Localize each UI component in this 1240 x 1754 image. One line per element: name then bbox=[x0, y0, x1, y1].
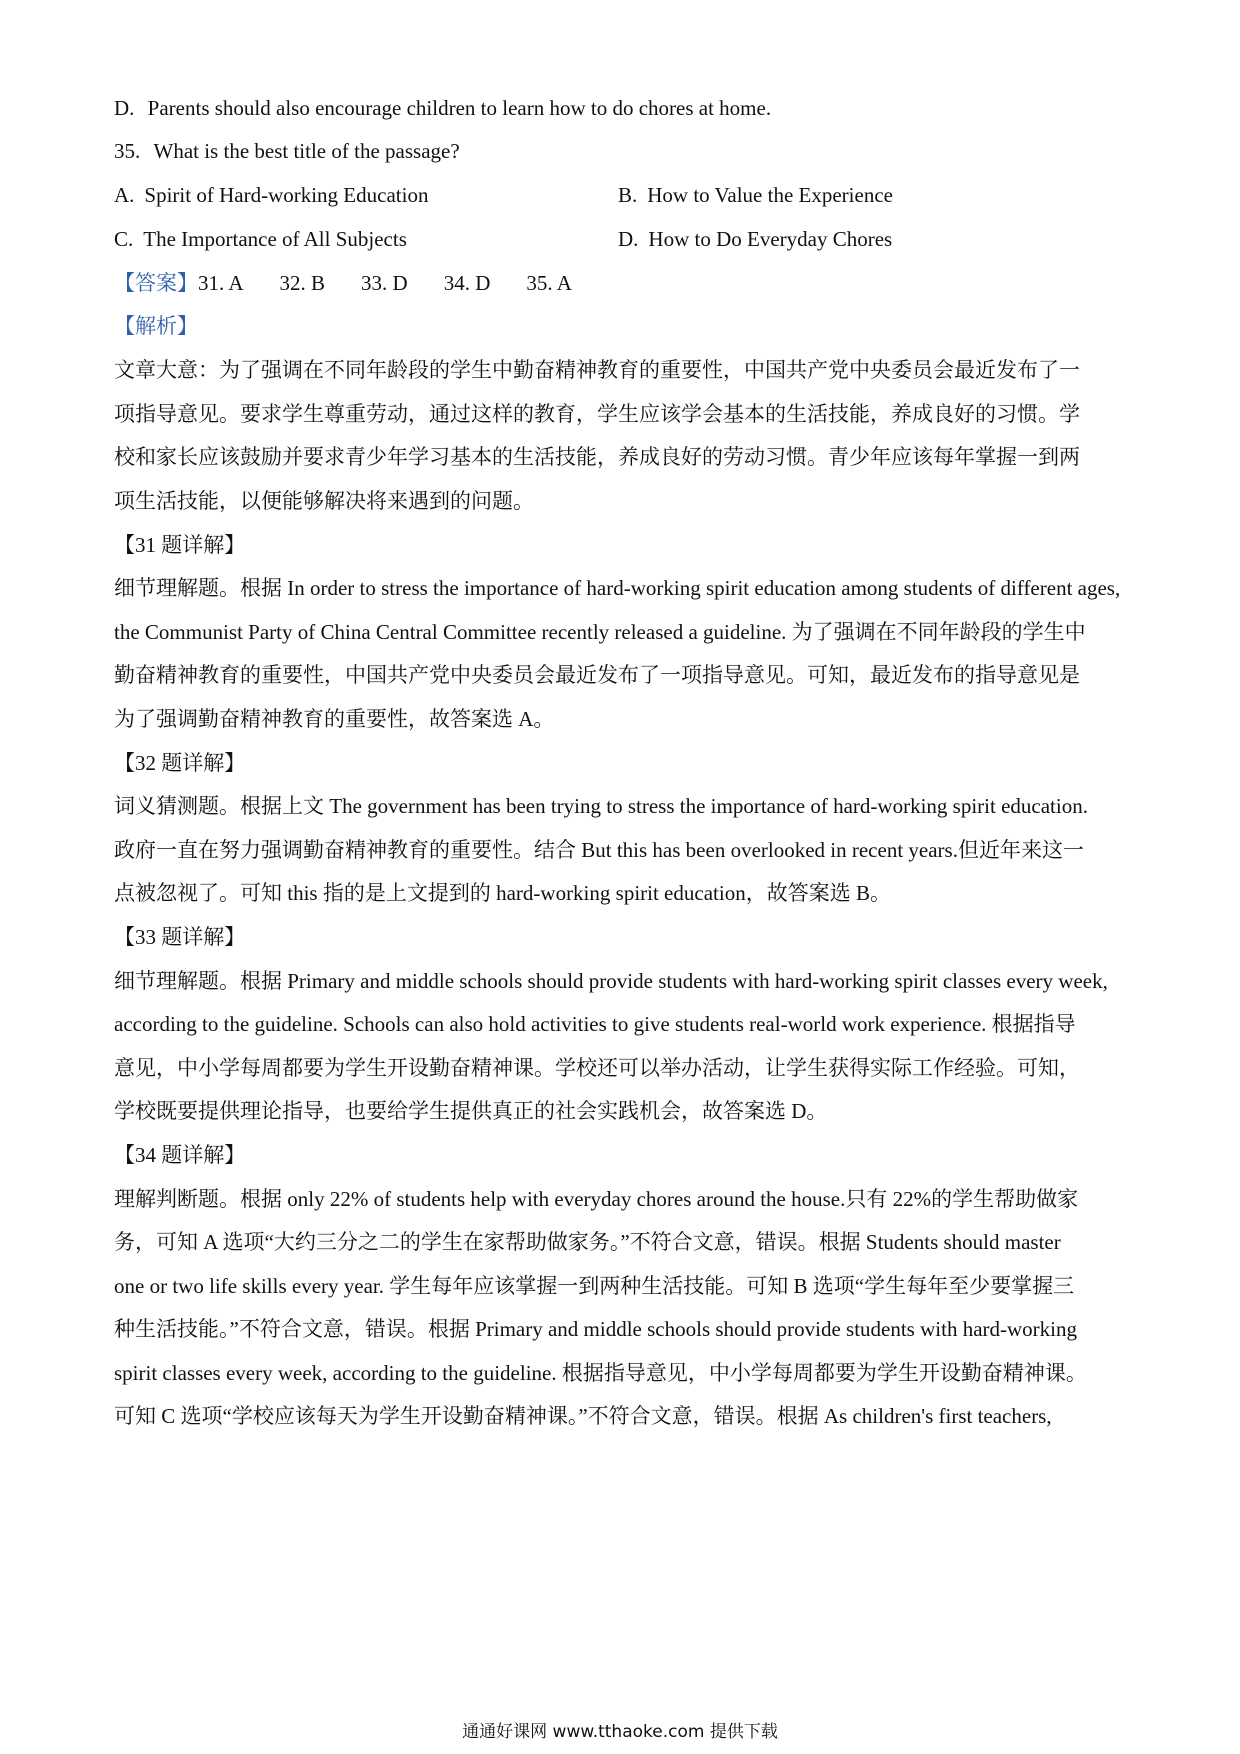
detail-line: according to the guideline. Schools can also hold activities to give students real-world work experience. 根据指导 bbox=[114, 1012, 1076, 1036]
option-letter: C. bbox=[114, 227, 134, 251]
q35-option-a bbox=[114, 180, 428, 210]
detail-heading-32: 【32 题详解】 bbox=[114, 751, 246, 775]
detail-heading-31: 【31 题详解】 bbox=[114, 533, 246, 557]
question-number: 35. bbox=[114, 139, 141, 163]
answer-item: 32. B bbox=[279, 271, 326, 295]
analysis-heading: 【解析】 bbox=[114, 314, 198, 338]
option-text: The Importance of All Subjects bbox=[143, 227, 407, 251]
detail-line: 词义猜测题。根据上文 The government has been trying to stress the importance of hard-working spirit education. bbox=[114, 794, 1088, 818]
answer-label: 【答案】 bbox=[114, 271, 198, 295]
detail-line: 勤奋精神教育的重要性，中国共产党中央委员会最近发布了一项指导意见。可知，最近发布的指导意见是 bbox=[114, 663, 1080, 687]
page-footer-watermark: 通通好课网 www.tthaoke.com 提供下载 bbox=[462, 1722, 778, 1742]
detail-line: 政府一直在努力强调勤奋精神教育的重要性。结合 But this has been overlooked in recent years.但近年来这一 bbox=[114, 838, 1084, 862]
option-text: Parents should also encourage children to learn how to do chores at home. bbox=[147, 96, 772, 120]
option-letter: D. bbox=[618, 227, 639, 251]
q35-option-c bbox=[114, 224, 407, 254]
summary-line: 项生活技能，以便能够解决将来遇到的问题。 bbox=[114, 489, 534, 513]
answer-item: 31. A bbox=[198, 271, 244, 295]
detail-line: 细节理解题。根据 Primary and middle schools should provide students with hard-working spirit classes every week, bbox=[114, 969, 1108, 993]
answer-item: 35. A bbox=[526, 271, 572, 295]
detail-line: 意见，中小学每周都要为学生开设勤奋精神课。学校还可以举办活动，让学生获得实际工作经验。可知， bbox=[114, 1056, 1080, 1080]
answer-item: 33. D bbox=[361, 271, 408, 295]
q35-option-b bbox=[618, 180, 893, 210]
answer-item: 34. D bbox=[443, 271, 491, 295]
option-text: How to Value the Experience bbox=[647, 183, 893, 207]
summary-line: 项指导意见。要求学生尊重劳动，通过这样的教育，学生应该学会基本的生活技能，养成良好的习惯。学 bbox=[114, 402, 1080, 426]
summary-line: 校和家长应该鼓励并要求青少年学习基本的生活技能，养成良好的劳动习惯。青少年应该每年掌握一到两 bbox=[114, 445, 1080, 469]
option-letter: A. bbox=[114, 183, 135, 207]
option-text: How to Do Everyday Chores bbox=[648, 227, 893, 251]
detail-line: 可知 C 选项“学校应该每天为学生开设勤奋精神课。”不符合文意，错误。根据 As children's first teachers, bbox=[114, 1404, 1052, 1428]
option-text: Spirit of Hard-working Education bbox=[144, 183, 429, 207]
option-letter: B. bbox=[618, 183, 638, 207]
detail-heading-34: 【34 题详解】 bbox=[114, 1143, 246, 1167]
question-text: What is the best title of the passage? bbox=[153, 139, 460, 163]
detail-line: 种生活技能。”不符合文意，错误。根据 Primary and middle schools should provide students with hard-working bbox=[114, 1317, 1077, 1341]
detail-line: one or two life skills every year. 学生每年应该掌握一到两种生活技能。可知 B 选项“学生每年至少要掌握三 bbox=[114, 1274, 1075, 1298]
detail-line: 学校既要提供理论指导，也要给学生提供真正的社会实践机会，故答案选 D。 bbox=[114, 1099, 828, 1123]
option-letter: D. bbox=[114, 96, 135, 120]
detail-line: 细节理解题。根据 In order to stress the importance of hard-working spirit education among students of different ages, bbox=[114, 576, 1121, 600]
detail-line: 为了强调勤奋精神教育的重要性，故答案选 A。 bbox=[114, 707, 555, 731]
detail-heading-33: 【33 题详解】 bbox=[114, 925, 246, 949]
detail-line: spirit classes every week, according to the guideline. 根据指导意见，中小学每周都要为学生开设勤奋精神课。 bbox=[114, 1361, 1087, 1385]
q34-option-d bbox=[114, 93, 1134, 123]
detail-line: 务，可知 A 选项“大约三分之二的学生在家帮助做家务。”不符合文意，错误。根据 Students should master bbox=[114, 1230, 1061, 1254]
detail-line: 理解判断题。根据 only 22% of students help with everyday chores around the house.只有 22%的学生帮助做家 bbox=[114, 1187, 1079, 1211]
detail-line: the Communist Party of China Central Committee recently released a guideline. 为了强调在不同年龄段的学生中 bbox=[114, 620, 1086, 644]
q35-stem bbox=[114, 136, 1134, 166]
detail-line: 点被忽视了。可知 this 指的是上文提到的 hard-working spirit education，故答案选 B。 bbox=[114, 881, 891, 905]
q35-option-d bbox=[618, 224, 892, 254]
answer-key bbox=[114, 268, 608, 298]
summary-line: 文章大意：为了强调在不同年龄段的学生中勤奋精神教育的重要性，中国共产党中央委员会最近发布了一 bbox=[114, 358, 1080, 382]
